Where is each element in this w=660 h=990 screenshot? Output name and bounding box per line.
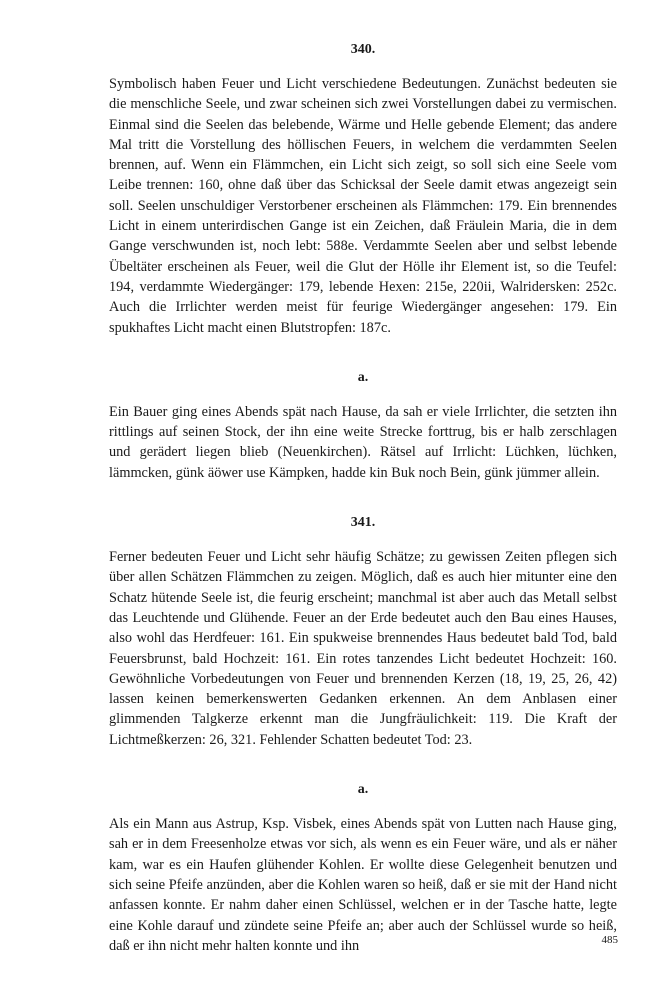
subsection-heading-341a: a.: [357, 782, 369, 798]
section-text-341: Ferner bedeuten Feuer und Licht sehr häufig Schätze; zu gewissen Zeiten pflegen sich über allen Schätzen Flämmchen zu zeigen. Möglich, daß es auch hier mitunter eine den Schatz hütende Seele ist, die feurig erscheint; manchmal ist aber auch das Metall selbst das Leuchtende und Glühende. Feuer an der Erde bedeutet auch den Bau eines Hauses, also wohl das Herdfeuer: 161. Ein spukweise brennendes Haus bedeutet bald Tod, bald Feuersbrunst, bald Hochzeit: 161. Ein rotes tanzendes Licht bedeutet Hochzeit: 160. Gewöhnliche Vorbedeutungen von Feuer und brennenden Kerzen (18, 19, 25, 26, 42) lassen keinen bemerkenswerten Gedanken erkennen. An dem Anblasen einer glimmenden Talgkerze erkennt man die Jungfräulichkeit: 119. Die Kraft der Lichtmeßkerzen: 26, 321. Fehlender Schatten bedeutet Tod: 23.: [109, 549, 617, 748]
section-text-340: Symbolisch haben Feuer und Licht verschiedene Bedeutungen. Zunächst bedeuten sie die menschliche Seele, und zwar scheinen sich zwei Vorstellungen dabei zu vermischen. Einmal sind die Seelen das belebende, Wärme und Helle gebende Element; das andere Mal tritt die Vorstellung des höllischen Feuers, in welchem die verdammten Seelen brennen, auf. Wenn ein Flämmchen, ein Licht sich zeigt, so soll sich eine Seele vom Leibe trennen: 160, ohne daß über das Schicksal der Seele damit etwas angezeigt sein soll. Seelen unschuldiger Verstorbener erscheinen als Flämmchen: 179. Ein brennendes Licht in einem unterirdischen Gange ist ein Zeichen, daß Fräulein Maria, die in dem Gange verschwunden ist, noch lebt: 588e. Verdammte Seelen aber und selbst lebende Übeltäter erscheinen als Feuer, weil die Glut der Hölle ihr Element ist, so die Teufel: 194, verdammte Wiedergänger: 179, lebende Hexen: 215e, 220ii, Walridersken: 252c. Auch die Irrlichter werden meist für feurige Wiedergänger angesehen: 179. Ein spukhaftes Licht macht einen Blutstropfen: 187c.: [109, 76, 617, 336]
subsection-heading-340a: a.: [357, 369, 369, 385]
page-number: 485: [601, 934, 618, 946]
page-content: [109, 40, 617, 956]
subsection-text-340a: Ein Bauer ging eines Abends spät nach Hause, da sah er viele Irrlichter, die setzten ihn rittlings auf seinen Stock, der ihn eine weite Strecke forttrug, bis er halb zerschlagen und gerädert liegen blieb (Neuenkirchen). Rätsel auf Irrlicht: Lüchken, lüchken, lämmcken, günk äöwer use Kämpken, hadde kin Buk noch Bein, günk jümmer allein.: [109, 403, 617, 481]
section-heading-341: 341.: [350, 515, 376, 531]
section-heading-340: 340.: [350, 42, 376, 57]
subsection-text-341a: Als ein Mann aus Astrup, Ksp. Visbek, eines Abends spät von Lutten nach Hause ging, sah er in dem Freesenholze etwas vor sich, als wenn es ein Feuer wäre, und als er näher kam, war es ein Haufen glühender Kohlen. Er wollte diese Gelegenheit benutzen und sich seine Pfeife anzünden, aber die Kohlen waren so heiß, daß er sie mit der Hand nicht anfassen konnte. Er nahm daher einen Schlüssel, welchen er in der Tasche hatte, legte eine Kohle darauf und zündete seine Pfeife an; aber auch der Schlüssel wurde so heiß, daß er ihn nicht mehr halten konnte und ihn: [109, 816, 617, 954]
